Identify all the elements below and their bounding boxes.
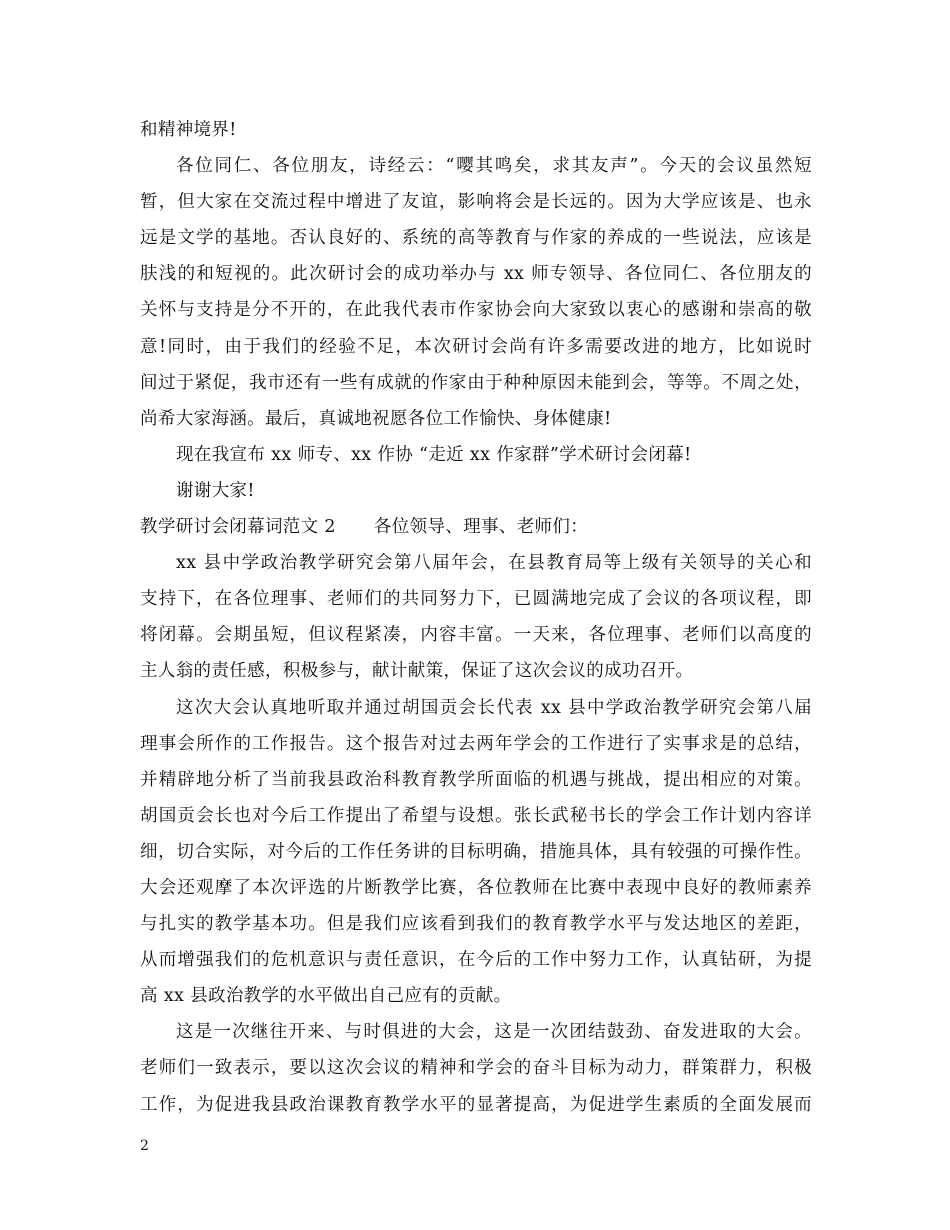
- text-line: 细，切合实际，对今后的工作任务讲的目标明确，措施具体，具有较强的可操作性。: [140, 841, 812, 862]
- text-line: 关怀与支持是分不开的，在此我代表市作家协会向大家致以衷心的感谢和崇高的敬: [140, 300, 812, 321]
- section-heading-line: [140, 509, 812, 545]
- text-line: 将闭幕。会期虽短，但议程紧凑，内容丰富。一天来，各位理事、老师们以高度的: [140, 625, 812, 646]
- text-line: 暂，但大家在交流过程中增进了友谊，影响将会是长远的。因为大学应该是、也永: [140, 192, 812, 213]
- page-number: 2: [140, 1138, 149, 1154]
- thanks-line: 谢谢大家!: [176, 480, 255, 501]
- document-body: [140, 112, 812, 1123]
- salutation: 各位领导、理事、老师们：: [373, 517, 589, 538]
- text-line: 肤浅的和短视的。此次研讨会的成功举办与 xx 师专领导、各位同仁、各位朋友的: [140, 264, 812, 285]
- text-line: 意!同时，由于我们的经验不足，本次研讨会尚有许多需要改进的地方，比如说时: [140, 336, 812, 357]
- closing-announcement: 现在我宣布 xx 师专、xx 作协 “走近 xx 作家群”学术研讨会闭幕!: [176, 444, 692, 465]
- text-line: 尚希大家海涵。最后，真诚地祝愿各位工作愉快、身体健康!: [140, 408, 612, 429]
- text-line: 这是一次继往开来、与时俱进的大会，这是一次团结鼓劲、奋发进取的大会。: [176, 1022, 812, 1043]
- text-line: 支持下，在各位理事、老师们的共同努力下，已圆满地完成了会议的各项议程，即: [140, 589, 812, 610]
- text-line: 工作，为促进我县政治课教育教学水平的显著提高，为促进学生素质的全面发展而: [140, 1094, 812, 1115]
- text-line: 大会还观摩了本次评选的片断教学比赛，各位教师在比赛中表现中良好的教师素养: [140, 877, 812, 898]
- text-line: 这次大会认真地听取并通过胡国贡会长代表 xx 县中学政治教学研究会第八届: [176, 697, 812, 718]
- paragraph-colleagues-thanks: [140, 148, 812, 437]
- text-line: 远是文学的基地。否认良好的、系统的高等教育与作家的养成的一些说法，应该是: [140, 228, 812, 249]
- text-line: 各位同仁、各位朋友，诗经云：“嘤其鸣矣，求其友声”。今天的会议虽然短: [176, 156, 812, 177]
- paragraph-annual-meeting: [140, 545, 812, 689]
- paragraph-work-report: [140, 690, 812, 1015]
- text-line: 间过于紧促，我市还有一些有成就的作家由于种种原因未能到会，等等。不周之处，: [140, 372, 812, 393]
- text-line: 从而增强我们的危机意识与责任意识，在今后的工作中努力工作，认真钻研，为提: [140, 950, 812, 971]
- text-line: 高 xx 县政治教学的水平做出自己应有的贡献。: [140, 986, 512, 1007]
- section-title: 教学研讨会闭幕词范文 2: [140, 517, 336, 538]
- text-line: 与扎实的教学基本功。但是我们应该看到我们的教育教学水平与发达地区的差距，: [140, 914, 812, 935]
- text-line: xx 县中学政治教学研究会第八届年会，在县教育局等上级有关领导的关心和: [176, 553, 812, 574]
- paragraph-conference-summary: [140, 1014, 812, 1122]
- text-line: 理事会所作的工作报告。这个报告对过去两年学会的工作进行了实事求是的总结，: [140, 733, 812, 754]
- text-line: 胡国贡会长也对今后工作提出了希望与设想。张长武秘书长的学会工作计划内容详: [140, 805, 812, 826]
- intro-tail-line: 和精神境界!: [140, 120, 237, 140]
- text-line: 主人翁的责任感，积极参与，献计献策，保证了这次会议的成功召开。: [140, 661, 694, 682]
- text-line: 并精辟地分析了当前我县政治科教育教学所面临的机遇与挑战，提出相应的对策。: [140, 769, 812, 790]
- text-line: 老师们一致表示，要以这次会议的精神和学会的奋斗目标为动力，群策群力，积极: [140, 1058, 812, 1079]
